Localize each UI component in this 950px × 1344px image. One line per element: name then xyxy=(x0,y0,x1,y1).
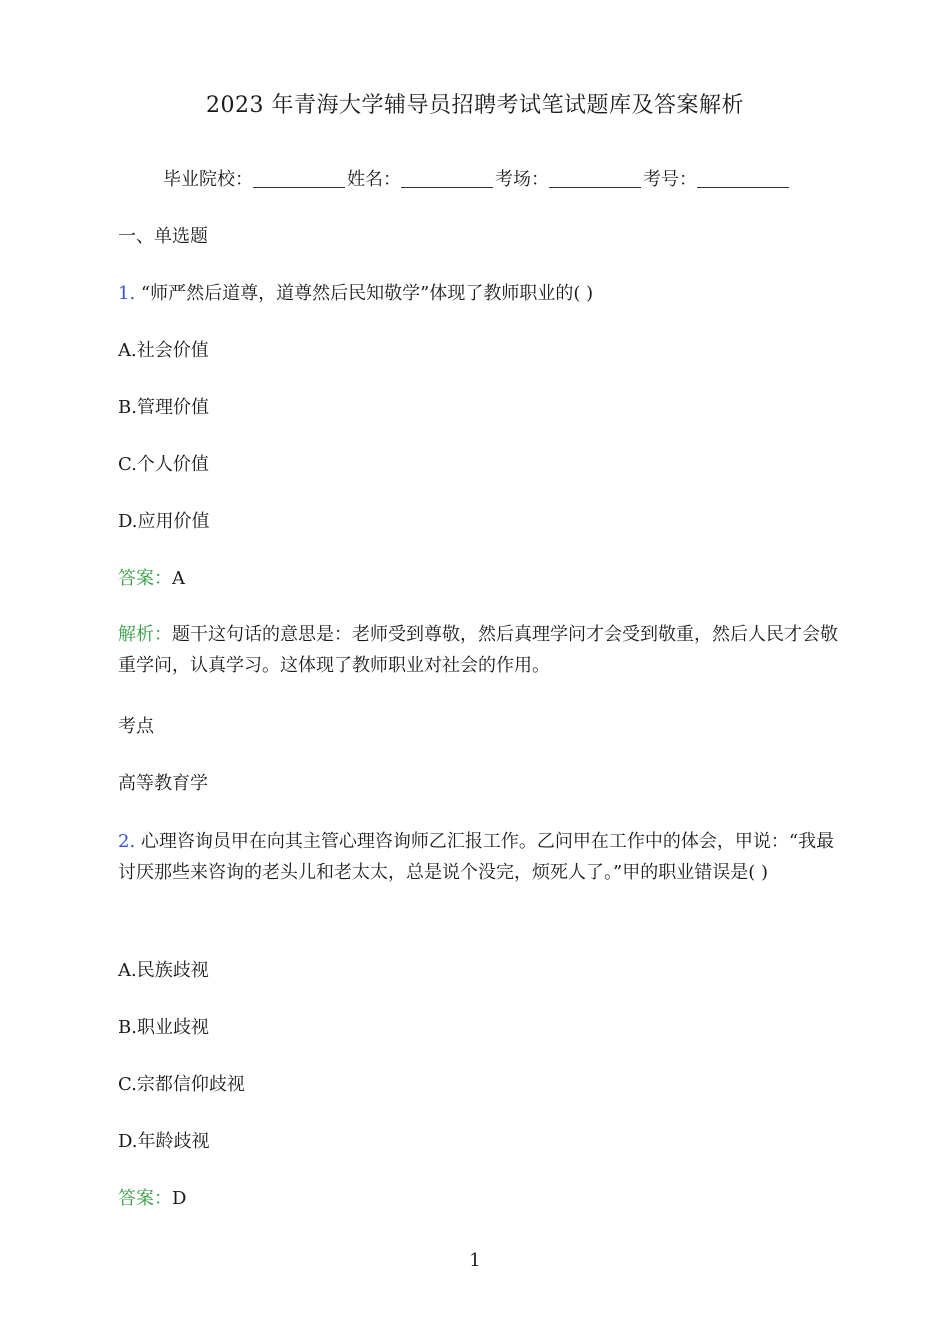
name-blank xyxy=(401,169,493,188)
option-c: C.宗都信仰歧视 xyxy=(118,1074,245,1095)
question-text: 心理咨询员甲在向其主管心理咨询师乙汇报工作。乙问甲在工作中的体会，甲说：“我最讨厌那些来咨询的老头儿和老太太，总是说个没完，烦死人了。”甲的职业错误是( ) xyxy=(118,831,835,883)
school-blank xyxy=(253,169,345,188)
answer-label: 答案： xyxy=(118,568,172,589)
kaodian-value: 高等教育学 xyxy=(118,773,208,794)
option-c: C.个人价值 xyxy=(118,454,209,475)
option-a: A.民族歧视 xyxy=(118,960,209,981)
school-label: 毕业院校： xyxy=(163,169,253,190)
answer-value: A xyxy=(172,568,185,589)
name-label: 姓名： xyxy=(347,169,401,190)
answer-value: D xyxy=(172,1188,187,1209)
analysis-label: 解析： xyxy=(118,624,172,645)
section-title: 一、单选题 xyxy=(118,226,208,247)
answer-label: 答案： xyxy=(118,1188,172,1209)
question-text: “师严然后道尊，道尊然后民知敬学”体现了教师职业的( ) xyxy=(140,283,594,304)
question-2 xyxy=(118,826,838,888)
question-number: 2. xyxy=(118,831,136,852)
option-d: D.年龄歧视 xyxy=(118,1131,210,1152)
answer-line xyxy=(118,567,185,591)
option-b: B.管理价值 xyxy=(118,397,209,418)
option-d: D.应用价值 xyxy=(118,511,210,532)
kaodian-label: 考点 xyxy=(118,716,154,737)
question-1 xyxy=(118,282,593,306)
option-b: B.职业歧视 xyxy=(118,1017,209,1038)
question-number: 1. xyxy=(118,283,136,304)
room-label: 考场： xyxy=(495,169,549,190)
analysis-text: 题干这句话的意思是：老师受到尊敬，然后真理学问才会受到敬重，然后人民才会敬重学问，认真学习。这体现了教师职业对社会的作用。 xyxy=(118,624,838,676)
number-blank xyxy=(697,169,789,188)
room-blank xyxy=(549,169,641,188)
analysis-paragraph xyxy=(118,619,838,681)
answer-line xyxy=(118,1187,186,1211)
number-label: 考号： xyxy=(643,169,697,190)
option-a: A.社会价值 xyxy=(118,340,209,361)
page-number: 1 xyxy=(469,1250,481,1271)
page-title: 2023 年青海大学辅导员招聘考试笔试题库及答案解析 xyxy=(206,93,744,118)
exam-info-line xyxy=(163,168,791,192)
